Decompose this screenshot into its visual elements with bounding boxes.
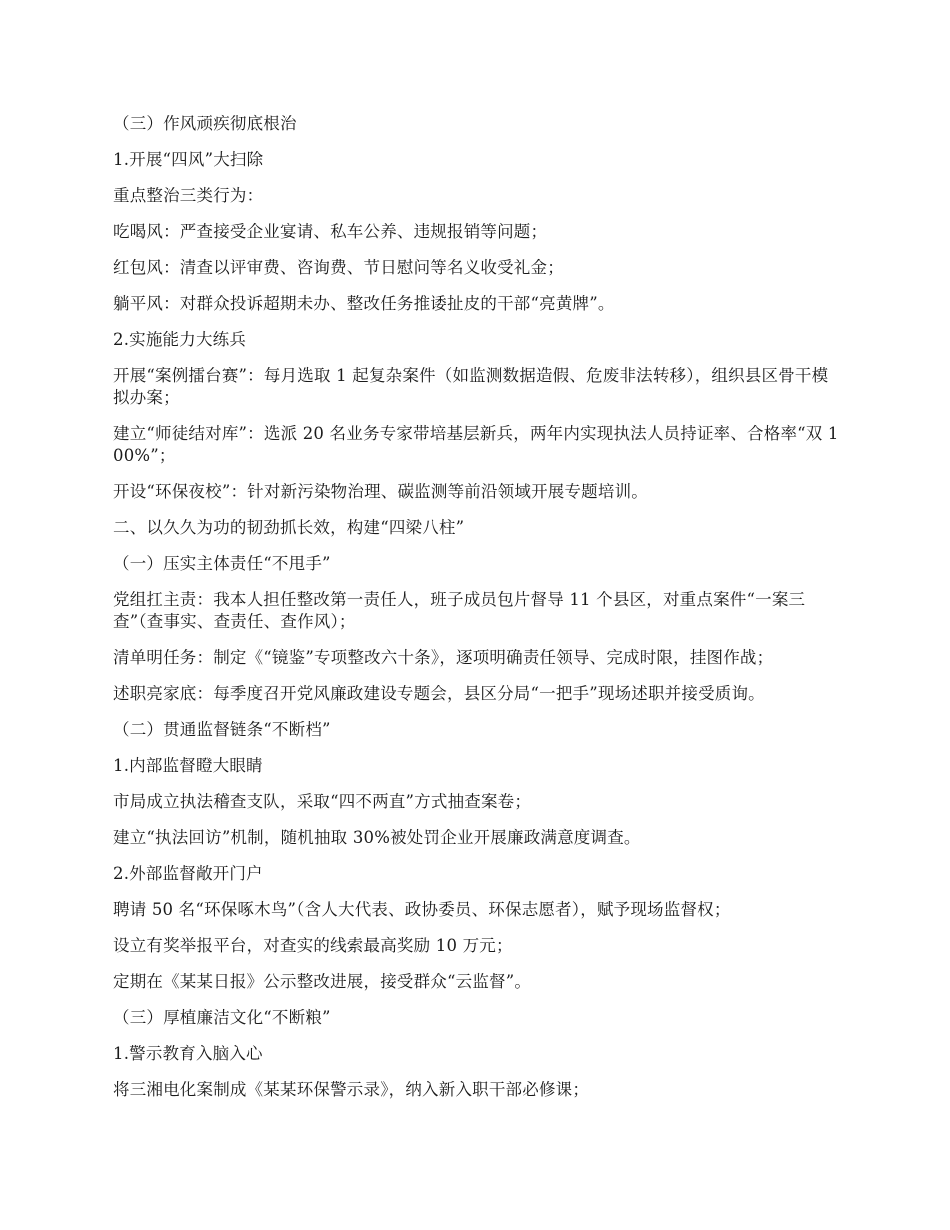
document-page xyxy=(113,113,843,1115)
subsection-heading: 1.开展“四风”大扫除 xyxy=(113,150,264,169)
paragraph: 党组扛主责：我本人担任整改第一责任人，班子成员包片督导 11 个县区，对重点案件“一案三查”（查事实、查责任、查作风）； xyxy=(113,590,806,631)
subsection-heading: 2.实施能力大练兵 xyxy=(113,330,247,349)
paragraph: 定期在《某某日报》公示整改进展，接受群众“云监督”。 xyxy=(113,972,532,991)
section-heading: （一）压实主体责任“不甩手” xyxy=(113,554,331,573)
section-heading: （三）厚植廉洁文化“不断粮” xyxy=(113,1008,331,1027)
paragraph: 吃喝风：严查接受企业宴请、私车公养、违规报销等问题； xyxy=(113,222,548,241)
subsection-heading: 1.内部监督瞪大眼睛 xyxy=(113,756,263,775)
section-heading: （二）贯通监督链条“不断档” xyxy=(113,720,331,739)
section-heading: （三）作风顽疾彻底根治 xyxy=(113,114,297,133)
paragraph: 开设“环保夜校”：针对新污染物治理、碳监测等前沿领域开展专题培训。 xyxy=(113,482,648,501)
paragraph: 建立“师徒结对库”：选派 20 名业务专家带培基层新兵，两年内实现执法人员持证率、合格率“双 100%”； xyxy=(113,424,839,465)
subsection-heading: 1.警示教育入脑入心 xyxy=(113,1044,263,1063)
paragraph: 建立“执法回访”机制，随机抽取 30%被处罚企业开展廉政满意度调查。 xyxy=(113,828,641,847)
paragraph: 红包风：清查以评审费、咨询费、节日慰问等名义收受礼金； xyxy=(113,258,564,277)
chapter-heading: 二、以久久为功的韧劲抓长效，构建“四梁八柱” xyxy=(113,518,465,537)
paragraph: 开展“案例擂台赛”：每月选取 1 起复杂案件（如监测数据造假、危废非法转移），组织县区骨干模拟办案； xyxy=(113,366,829,407)
paragraph: 清单明任务：制定《“镜鉴”专项整改六十条》，逐项明确责任领导、完成时限，挂图作战； xyxy=(113,648,774,667)
paragraph: 设立有奖举报平台，对查实的线索最高奖励 10 万元； xyxy=(113,936,513,955)
paragraph: 将三湘电化案制成《某某环保警示录》，纳入新入职干部必修课； xyxy=(113,1080,590,1099)
paragraph: 聘请 50 名“环保啄木鸟”（含人大代表、政协委员、环保志愿者），赋予现场监督权； xyxy=(113,900,731,919)
paragraph: 市局成立执法稽查支队，采取“四不两直”方式抽查案卷； xyxy=(113,792,532,811)
subsection-heading: 2.外部监督敞开门户 xyxy=(113,864,263,883)
paragraph: 躺平风：对群众投诉超期未办、整改任务推诿扯皮的干部“亮黄牌”。 xyxy=(113,294,615,313)
paragraph: 重点整治三类行为： xyxy=(113,186,264,205)
paragraph: 述职亮家底：每季度召开党风廉政建设专题会，县区分局“一把手”现场述职并接受质询。 xyxy=(113,684,765,703)
